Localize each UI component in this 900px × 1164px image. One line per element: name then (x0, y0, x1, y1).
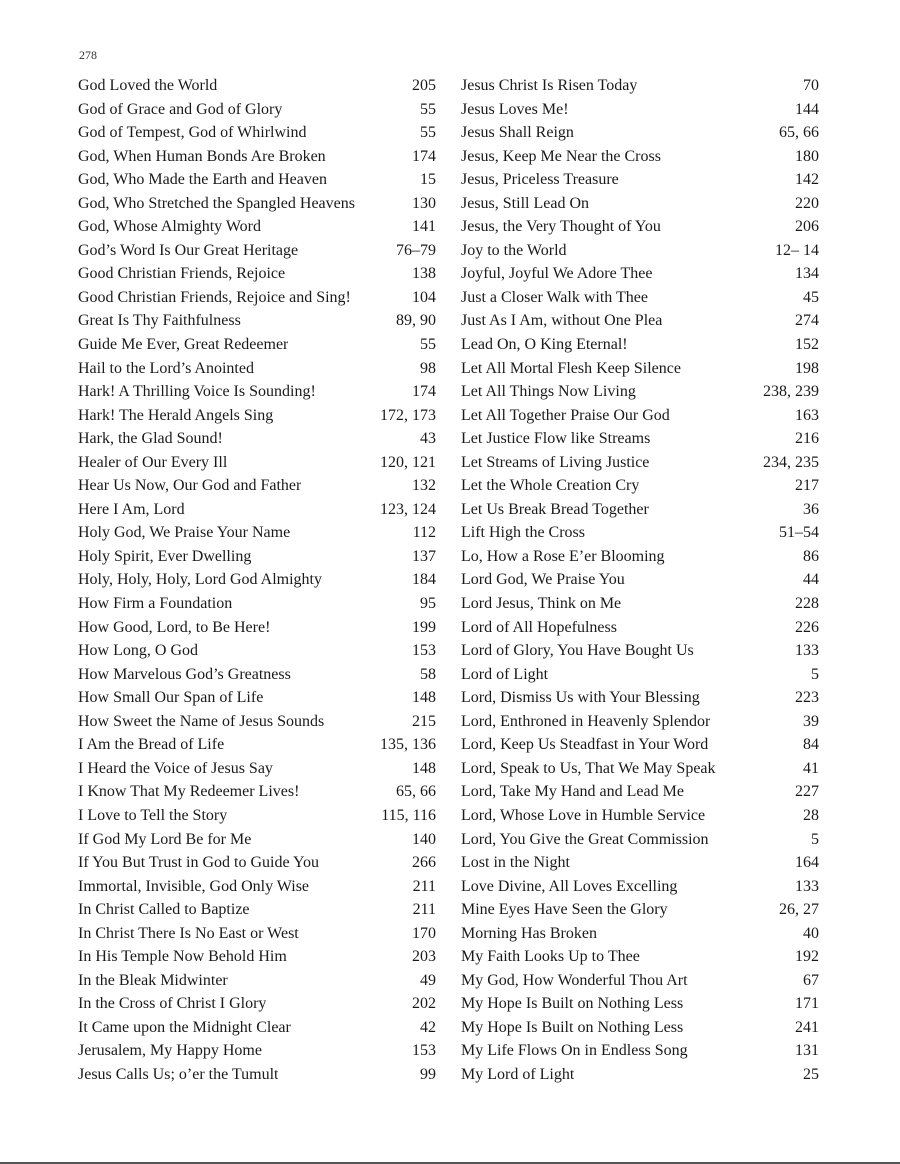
index-entry (461, 474, 819, 498)
hymn-number: 202 (412, 995, 436, 1013)
index-entry (461, 121, 819, 145)
hymn-title: Jesus, Still Lead On (461, 194, 589, 212)
hymn-number: 99 (420, 1065, 436, 1083)
index-entry (461, 380, 819, 404)
hymn-title: Morning Has Broken (461, 924, 597, 942)
hymn-title: How Good, Lord, to Be Here! (78, 618, 271, 636)
index-entry (78, 1016, 436, 1040)
hymn-number: 148 (412, 689, 436, 707)
hymn-number: 142 (795, 171, 819, 189)
hymn-number: 133 (795, 642, 819, 660)
hymn-number: 192 (795, 948, 819, 966)
hymn-number: 115, 116 (381, 806, 436, 824)
hymn-number: 43 (420, 430, 436, 448)
hymn-title: God, Who Stretched the Spangled Heavens (78, 194, 355, 212)
hymn-title: How Small Our Span of Life (78, 689, 264, 707)
hymn-number: 40 (803, 924, 819, 942)
index-entry (78, 333, 436, 357)
hymn-title: Jerusalem, My Happy Home (78, 1042, 262, 1060)
index-entry (461, 74, 819, 98)
hymn-title: Let the Whole Creation Cry (461, 477, 640, 495)
index-entry (461, 1016, 819, 1040)
hymn-number: 140 (412, 830, 436, 848)
index-entry (461, 545, 819, 569)
hymn-number: 39 (803, 712, 819, 730)
index-entry (461, 710, 819, 734)
hymn-title: My God, How Wonderful Thou Art (461, 971, 688, 989)
index-entry (78, 451, 436, 475)
hymn-title: I Love to Tell the Story (78, 806, 228, 824)
hymn-number: 134 (795, 265, 819, 283)
hymn-title: Jesus Calls Us; o’er the Tumult (78, 1065, 279, 1083)
index-entry (461, 404, 819, 428)
hymn-number: 228 (795, 595, 819, 613)
hymn-number: 41 (803, 759, 819, 777)
hymn-title: Joyful, Joyful We Adore Thee (461, 265, 653, 283)
hymn-number: 89, 90 (396, 312, 436, 330)
index-entry (78, 663, 436, 687)
hymn-number: 65, 66 (396, 783, 436, 801)
index-entry (461, 98, 819, 122)
hymn-number: 180 (795, 147, 819, 165)
hymn-number: 44 (803, 571, 819, 589)
hymn-title: Lord, Whose Love in Humble Service (461, 806, 706, 824)
hymn-title: Jesus, Priceless Treasure (461, 171, 619, 189)
hymn-number: 65, 66 (779, 124, 819, 142)
index-entry (78, 733, 436, 757)
index-entry (78, 404, 436, 428)
index-entry (461, 780, 819, 804)
hymn-title: God of Tempest, God of Whirlwind (78, 124, 307, 142)
index-entry (461, 592, 819, 616)
hymn-number: 67 (803, 971, 819, 989)
index-entry (461, 945, 819, 969)
hymn-title: In His Temple Now Behold Him (78, 948, 287, 966)
index-entry (78, 215, 436, 239)
page-number: 278 (79, 48, 97, 62)
hymn-title: God, Who Made the Earth and Heaven (78, 171, 327, 189)
hymn-number: 130 (412, 194, 436, 212)
index-entry (461, 639, 819, 663)
hymn-title: Jesus, Keep Me Near the Cross (461, 147, 661, 165)
hymn-title: Jesus Loves Me! (461, 100, 569, 118)
index-entry (461, 568, 819, 592)
hymn-title: Lord of Light (461, 665, 549, 683)
index-entry (78, 309, 436, 333)
index-entry (461, 498, 819, 522)
index-entry (461, 309, 819, 333)
hymn-title: If God My Lord Be for Me (78, 830, 252, 848)
index-entry (78, 98, 436, 122)
hymn-number: 84 (803, 736, 819, 754)
index-entry (461, 521, 819, 545)
index-entry (461, 1063, 819, 1087)
index-entry (78, 922, 436, 946)
index-entry (78, 851, 436, 875)
index-entry (78, 145, 436, 169)
index-entry (461, 451, 819, 475)
hymn-title: Immortal, Invisible, God Only Wise (78, 877, 310, 895)
hymn-number: 42 (420, 1018, 436, 1036)
hymn-number: 26, 27 (779, 901, 819, 919)
hymn-title: Just As I Am, without One Plea (461, 312, 663, 330)
hymn-title: Lead On, O King Eternal! (461, 336, 628, 354)
index-entry (461, 663, 819, 687)
hymn-number: 45 (803, 288, 819, 306)
hymn-number: 144 (795, 100, 819, 118)
hymn-title: Love Divine, All Loves Excelling (461, 877, 678, 895)
index-entry (78, 804, 436, 828)
index-entry (461, 333, 819, 357)
hymn-title: I Heard the Voice of Jesus Say (78, 759, 273, 777)
hymn-number: 234, 235 (763, 453, 819, 471)
hymn-title: How Long, O God (78, 642, 198, 660)
index-entry (461, 215, 819, 239)
hymn-number: 199 (412, 618, 436, 636)
hymn-title: My Hope Is Built on Nothing Less (461, 1018, 684, 1036)
hymn-number: 203 (412, 948, 436, 966)
hymn-title: Lo, How a Rose E’er Blooming (461, 547, 665, 565)
hymn-title: Lord, You Give the Great Commission (461, 830, 709, 848)
hymn-title: God, When Human Bonds Are Broken (78, 147, 326, 165)
index-entry (461, 992, 819, 1016)
hymn-number: 148 (412, 759, 436, 777)
index-entry (461, 145, 819, 169)
hymn-title: Just a Closer Walk with Thee (461, 288, 648, 306)
hymn-number: 131 (795, 1042, 819, 1060)
index-entry (461, 875, 819, 899)
hymn-title: I Am the Bread of Life (78, 736, 225, 754)
hymn-number: 70 (803, 77, 819, 94)
index-entry (461, 757, 819, 781)
hymn-title: Lost in the Night (461, 854, 570, 872)
hymn-title: Lord of All Hopefulness (461, 618, 617, 636)
hymn-number: 205 (412, 77, 436, 94)
hymn-title: Let Streams of Living Justice (461, 453, 650, 471)
index-entry (78, 945, 436, 969)
index-entry (78, 239, 436, 263)
hymn-title: My Faith Looks Up to Thee (461, 948, 640, 966)
hymn-title: In Christ Called to Baptize (78, 901, 250, 919)
hymn-title: I Know That My Redeemer Lives! (78, 783, 300, 801)
hymn-title: Let All Things Now Living (461, 383, 636, 401)
hymn-title: Let All Together Praise Our God (461, 406, 670, 424)
index-entry (78, 474, 436, 498)
hymn-title: How Firm a Foundation (78, 595, 233, 613)
hymn-title: Mine Eyes Have Seen the Glory (461, 901, 668, 919)
hymn-number: 95 (420, 595, 436, 613)
index-entry (461, 357, 819, 381)
hymn-title: Let All Mortal Flesh Keep Silence (461, 359, 681, 377)
hymn-number: 274 (795, 312, 819, 330)
hymn-title: How Sweet the Name of Jesus Sounds (78, 712, 325, 730)
hymn-title: Holy, Holy, Holy, Lord God Almighty (78, 571, 322, 589)
hymn-title: Holy Spirit, Ever Dwelling (78, 547, 252, 565)
hymn-number: 86 (803, 547, 819, 565)
hymn-title: Lord, Enthroned in Heavenly Splendor (461, 712, 711, 730)
hymn-number: 172, 173 (380, 406, 436, 424)
hymn-title: Lift High the Cross (461, 524, 585, 542)
hymn-title: Hail to the Lord’s Anointed (78, 359, 254, 377)
hymn-number: 141 (412, 218, 436, 236)
index-entry (461, 969, 819, 993)
hymn-number: 223 (795, 689, 819, 707)
hymn-number: 5 (811, 665, 819, 683)
hymn-title: Let Us Break Bread Together (461, 500, 649, 518)
hymn-title: In the Cross of Christ I Glory (78, 995, 267, 1013)
hymn-number: 28 (803, 806, 819, 824)
hymn-number: 112 (412, 524, 436, 542)
hymn-number: 55 (420, 124, 436, 142)
index-entry (78, 639, 436, 663)
hymn-number: 15 (420, 171, 436, 189)
index-entry (78, 686, 436, 710)
hymn-title: Guide Me Ever, Great Redeemer (78, 336, 289, 354)
hymn-number: 132 (412, 477, 436, 495)
hymn-number: 238, 239 (763, 383, 819, 401)
hymn-title: Lord, Keep Us Steadfast in Your Word (461, 736, 709, 754)
hymn-title: Jesus, the Very Thought of You (461, 218, 661, 236)
index-entry (78, 262, 436, 286)
hymn-title: In Christ There Is No East or West (78, 924, 299, 942)
hymn-number: 104 (412, 288, 436, 306)
index-entry (78, 427, 436, 451)
hymn-number: 138 (412, 265, 436, 283)
index-entry (78, 1063, 436, 1087)
hymn-title: My Lord of Light (461, 1065, 575, 1083)
hymn-number: 137 (412, 547, 436, 565)
index-entry (461, 192, 819, 216)
hymn-number: 51–54 (779, 524, 819, 542)
hymn-title: Good Christian Friends, Rejoice and Sing! (78, 288, 351, 306)
hymn-number: 220 (795, 194, 819, 212)
hymn-number: 211 (412, 877, 436, 895)
hymn-number: 184 (412, 571, 436, 589)
hymn-number: 174 (412, 383, 436, 401)
hymn-number: 36 (803, 500, 819, 518)
index-entry (78, 616, 436, 640)
hymn-number: 120, 121 (380, 453, 436, 471)
index-entry (78, 498, 436, 522)
index-entry (461, 922, 819, 946)
hymn-title: Lord, Speak to Us, That We May Speak (461, 759, 716, 777)
index-column-right (461, 74, 819, 1087)
hymn-title: My Life Flows On in Endless Song (461, 1042, 688, 1060)
index-entry (78, 1039, 436, 1063)
index-entry (78, 545, 436, 569)
hymn-title: God Loved the World (78, 77, 218, 94)
hymn-number: 5 (811, 830, 819, 848)
hymn-title: Holy God, We Praise Your Name (78, 524, 291, 542)
hymn-number: 174 (412, 147, 436, 165)
hymn-title: Jesus Christ Is Risen Today (461, 77, 638, 94)
hymn-title: My Hope Is Built on Nothing Less (461, 995, 684, 1013)
hymn-title: Jesus Shall Reign (461, 124, 574, 142)
index-entry (78, 74, 436, 98)
index-entry (78, 357, 436, 381)
index-entry (78, 757, 436, 781)
hymn-number: 171 (795, 995, 819, 1013)
index-entry (78, 710, 436, 734)
hymn-number: 206 (795, 218, 819, 236)
hymn-number: 241 (795, 1018, 819, 1036)
index-column-left (78, 74, 436, 1087)
hymn-title: God’s Word Is Our Great Heritage (78, 241, 299, 259)
hymn-number: 25 (803, 1065, 819, 1083)
index-entry (461, 851, 819, 875)
hymn-number: 152 (795, 336, 819, 354)
hymn-number: 170 (412, 924, 436, 942)
hymn-number: 266 (412, 854, 436, 872)
hymn-title: Joy to the World (461, 241, 567, 259)
hymn-title: Hark, the Glad Sound! (78, 430, 223, 448)
hymn-title: How Marvelous God’s Greatness (78, 665, 291, 683)
index-entry (461, 239, 819, 263)
index-entry (461, 733, 819, 757)
index-entry (78, 898, 436, 922)
hymn-number: 217 (795, 477, 819, 495)
index-entry (78, 121, 436, 145)
index-entry (461, 898, 819, 922)
hymn-number: 76–79 (396, 241, 436, 259)
hymn-number: 12– 14 (775, 241, 819, 259)
hymn-number: 55 (420, 336, 436, 354)
index-entry (78, 192, 436, 216)
hymn-number: 215 (412, 712, 436, 730)
hymn-number: 55 (420, 100, 436, 118)
hymn-title: Here I Am, Lord (78, 500, 185, 518)
hymn-title: Healer of Our Every Ill (78, 453, 228, 471)
index-entry (461, 804, 819, 828)
index-entry (461, 262, 819, 286)
hymn-number: 123, 124 (380, 500, 436, 518)
index-entry (461, 286, 819, 310)
hymn-title: God of Grace and God of Glory (78, 100, 283, 118)
hymn-title: Good Christian Friends, Rejoice (78, 265, 286, 283)
hymn-number: 211 (412, 901, 436, 919)
hymn-number: 98 (420, 359, 436, 377)
hymn-title: Hark! A Thrilling Voice Is Sounding! (78, 383, 316, 401)
hymn-number: 163 (795, 406, 819, 424)
hymn-title: In the Bleak Midwinter (78, 971, 228, 989)
hymn-number: 133 (795, 877, 819, 895)
hymn-number: 227 (795, 783, 819, 801)
index-entry (78, 592, 436, 616)
index-entry (78, 168, 436, 192)
index-entry (78, 992, 436, 1016)
index-entry (78, 380, 436, 404)
hymn-number: 135, 136 (380, 736, 436, 754)
hymn-number: 58 (420, 665, 436, 683)
hymn-title: If You But Trust in God to Guide You (78, 854, 319, 872)
hymn-title: Lord Jesus, Think on Me (461, 595, 622, 613)
index-entry (78, 875, 436, 899)
index-entry (461, 427, 819, 451)
index-entry (78, 780, 436, 804)
hymn-number: 153 (412, 1042, 436, 1060)
hymn-number: 49 (420, 971, 436, 989)
index-entry (461, 828, 819, 852)
hymn-title: Let Justice Flow like Streams (461, 430, 651, 448)
hymn-number: 164 (795, 854, 819, 872)
index-entry (78, 969, 436, 993)
index-entry (78, 286, 436, 310)
hymn-title: Lord, Dismiss Us with Your Blessing (461, 689, 700, 707)
hymn-number: 153 (412, 642, 436, 660)
index-entry (461, 168, 819, 192)
index-entry (461, 686, 819, 710)
index-entry (78, 521, 436, 545)
hymn-title: Lord, Take My Hand and Lead Me (461, 783, 684, 801)
hymn-title: Lord God, We Praise You (461, 571, 625, 589)
index-entry (78, 568, 436, 592)
hymn-title: Hark! The Herald Angels Sing (78, 406, 274, 424)
hymn-number: 216 (795, 430, 819, 448)
hymn-title: Hear Us Now, Our God and Father (78, 477, 302, 495)
hymn-title: It Came upon the Midnight Clear (78, 1018, 291, 1036)
hymn-number: 226 (795, 618, 819, 636)
hymn-title: God, Whose Almighty Word (78, 218, 262, 236)
hymn-number: 198 (795, 359, 819, 377)
hymn-title: Great Is Thy Faithfulness (78, 312, 241, 330)
index-entry (461, 616, 819, 640)
hymn-title: Lord of Glory, You Have Bought Us (461, 642, 694, 660)
index-entry (78, 828, 436, 852)
index-entry (461, 1039, 819, 1063)
